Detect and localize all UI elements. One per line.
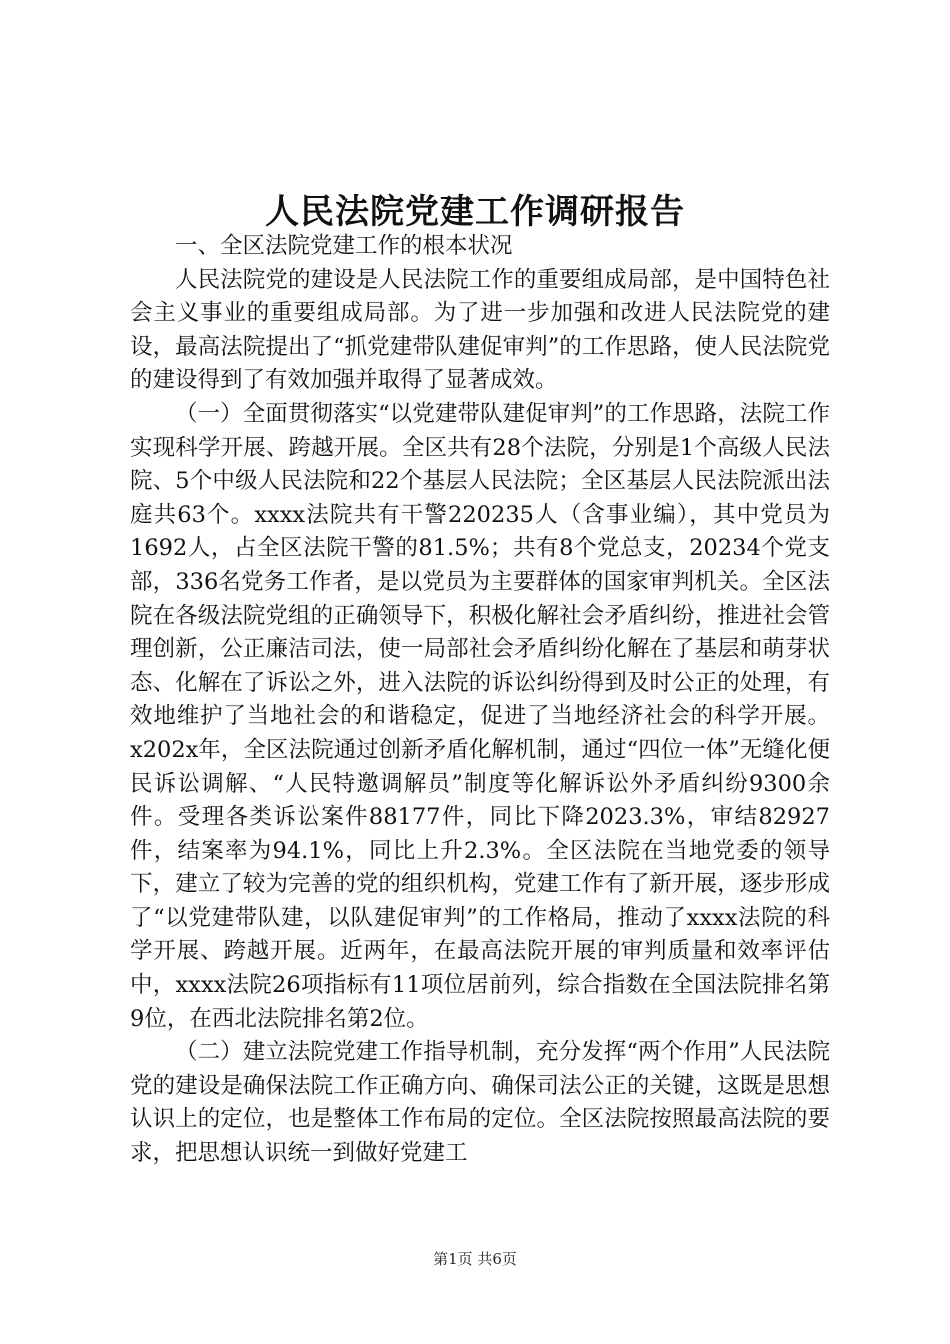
document-body: [130, 230, 830, 1171]
paragraph: 人民法院党的建设是人民法院工作的重要组成局部，是中国特色社会主义事业的重要组成局部。为了进一步加强和改进人民法院党的建设，最高法院提出了“抓党建带队建促审判”的工作思路，使人民法院党的建设得到了有效加强并取得了显著成效。: [130, 266, 830, 394]
section-heading: 一、全区法院党建工作的根本状况: [175, 233, 513, 259]
paragraph: （二）建立法院党建工作指导机制，充分发挥“两个作用”人民法院党的建设是确保法院工作正确方向、确保司法公正的关键，这既是思想认识上的定位，也是整体工作布局的定位。全区法院按照最高法院的要求，把思想认识统一到做好党建工: [130, 1039, 830, 1167]
paragraph: （一）全面贯彻落实“以党建带队建促审判”的工作思路，法院工作实现科学开展、跨越开展。全区共有28个法院，分别是1个高级人民法院、5个中级人民法院和22个基层人民法院；全区基层人民法院派出法庭共63个。xxxx法院共有干警220235人（含事业编），其中党员为1692人，占全区法院干警的81.5%；共有8个党总支，20234个党支部，336名党务工作者，是以党员为主要群体的国家审判机关。全区法院在各级法院党组的正确领导下，积极化解社会矛盾纠纷，推进社会管理创新，公正廉洁司法，使一局部社会矛盾纠纷化解在了基层和萌芽状态、化解在了诉讼之外，进入法院的诉讼纠纷得到及时公正的处理，有效地维护了当地社会的和谐稳定，促进了当地经济社会的科学开展。x202x年，全区法院通过创新矛盾化解机制，通过“四位一体”无缝化便民诉讼调解、“人民特邀调解员”制度等化解诉讼外矛盾纠纷9300余件。受理各类诉讼案件88177件，同比下降2023.3%，审结82927件，结案率为94.1%，同比上升2.3%。全区法院在当地党委的领导下，建立了较为完善的党的组织机构，党建工作有了新开展，逐步形成了“以党建带队建，以队建促审判”的工作格局，推动了xxxx法院的科学开展、跨越开展。近两年，在最高法院开展的审判质量和效率评估中，xxxx法院26项指标有11项位居前列，综合指数在全国法院排名第9位，在西北法院排名第2位。: [130, 400, 830, 1032]
page-footer: 第1页 共6页: [433, 1250, 517, 1268]
document-title: 人民法院党建工作调研报告: [265, 192, 685, 232]
